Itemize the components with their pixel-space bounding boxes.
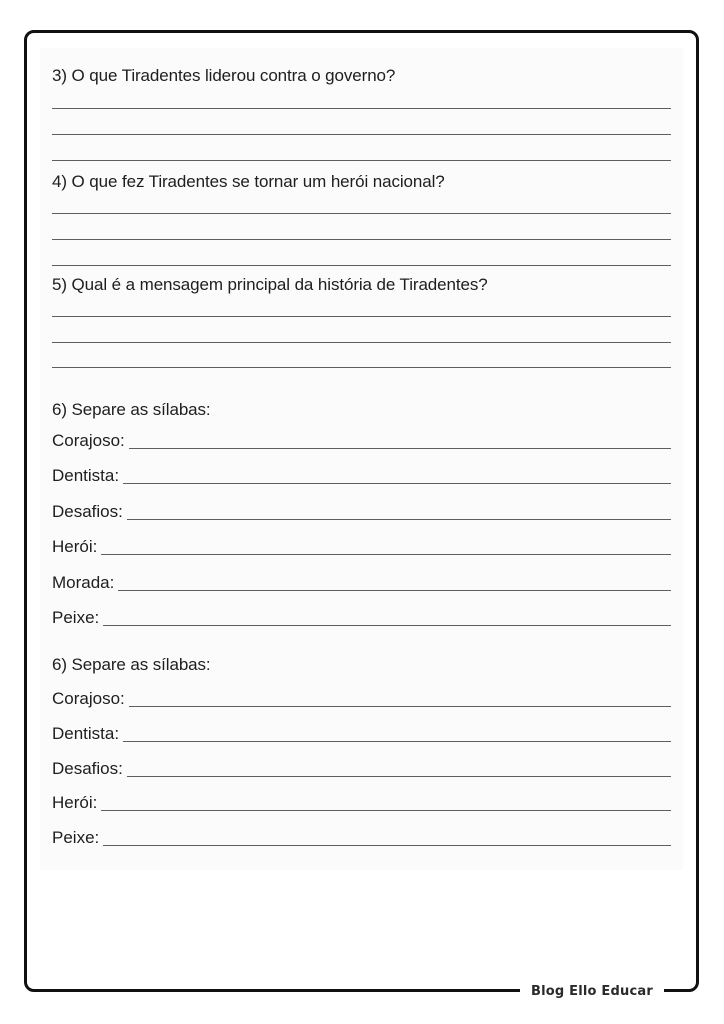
syllable-row-desafios <box>52 757 671 779</box>
answer-line[interactable] <box>52 342 671 343</box>
question-3-title: 3) O que Tiradentes liderou contra o governo? <box>52 66 396 85</box>
answer-line[interactable] <box>123 741 671 742</box>
syllable-row-heroi <box>52 535 671 557</box>
word-label: Peixe: <box>52 828 100 847</box>
syllable-row-dentista <box>52 722 671 744</box>
word-label: Morada: <box>52 573 115 592</box>
answer-line[interactable] <box>129 448 671 449</box>
answer-line[interactable] <box>52 239 671 240</box>
answer-line[interactable] <box>101 554 671 555</box>
word-label: Corajoso: <box>52 431 125 450</box>
question-4-title: 4) O que fez Tiradentes se tornar um herói nacional? <box>52 172 445 191</box>
answer-line[interactable] <box>118 590 671 591</box>
answer-line[interactable] <box>52 160 671 161</box>
question-5-title: 5) Qual é a mensagem principal da história de Tiradentes? <box>52 275 488 294</box>
syllable-row-dentista <box>52 464 671 486</box>
answer-line[interactable] <box>123 483 671 484</box>
footer-brand: Blog Ello Educar <box>531 983 653 999</box>
answer-line[interactable] <box>52 367 671 368</box>
word-label: Herói: <box>52 793 98 812</box>
syllable-row-heroi <box>52 791 671 813</box>
answer-line[interactable] <box>52 213 671 214</box>
word-label: Desafios: <box>52 502 123 521</box>
word-label: Peixe: <box>52 608 100 627</box>
syllable-row-corajoso <box>52 429 671 451</box>
syllable-row-peixe <box>52 606 671 628</box>
syllable-row-corajoso <box>52 687 671 709</box>
answer-line[interactable] <box>101 810 671 811</box>
word-label: Dentista: <box>52 724 120 743</box>
word-label: Herói: <box>52 537 98 556</box>
word-label: Dentista: <box>52 466 120 485</box>
syllables-1-title: 6) Separe as sílabas: <box>52 400 211 419</box>
word-label: Desafios: <box>52 759 123 778</box>
syllable-row-morada <box>52 571 671 593</box>
syllable-row-peixe <box>52 826 671 848</box>
answer-line[interactable] <box>129 706 671 707</box>
answer-line[interactable] <box>127 519 671 520</box>
answer-line[interactable] <box>52 134 671 135</box>
syllables-2-title: 6) Separe as sílabas: <box>52 655 211 674</box>
answer-line[interactable] <box>103 625 671 626</box>
answer-line[interactable] <box>127 776 671 777</box>
answer-line[interactable] <box>103 845 671 846</box>
syllable-row-desafios <box>52 500 671 522</box>
answer-line[interactable] <box>52 265 671 266</box>
answer-line[interactable] <box>52 108 671 109</box>
answer-line[interactable] <box>52 316 671 317</box>
word-label: Corajoso: <box>52 689 125 708</box>
footer-brand-container <box>520 978 664 1004</box>
